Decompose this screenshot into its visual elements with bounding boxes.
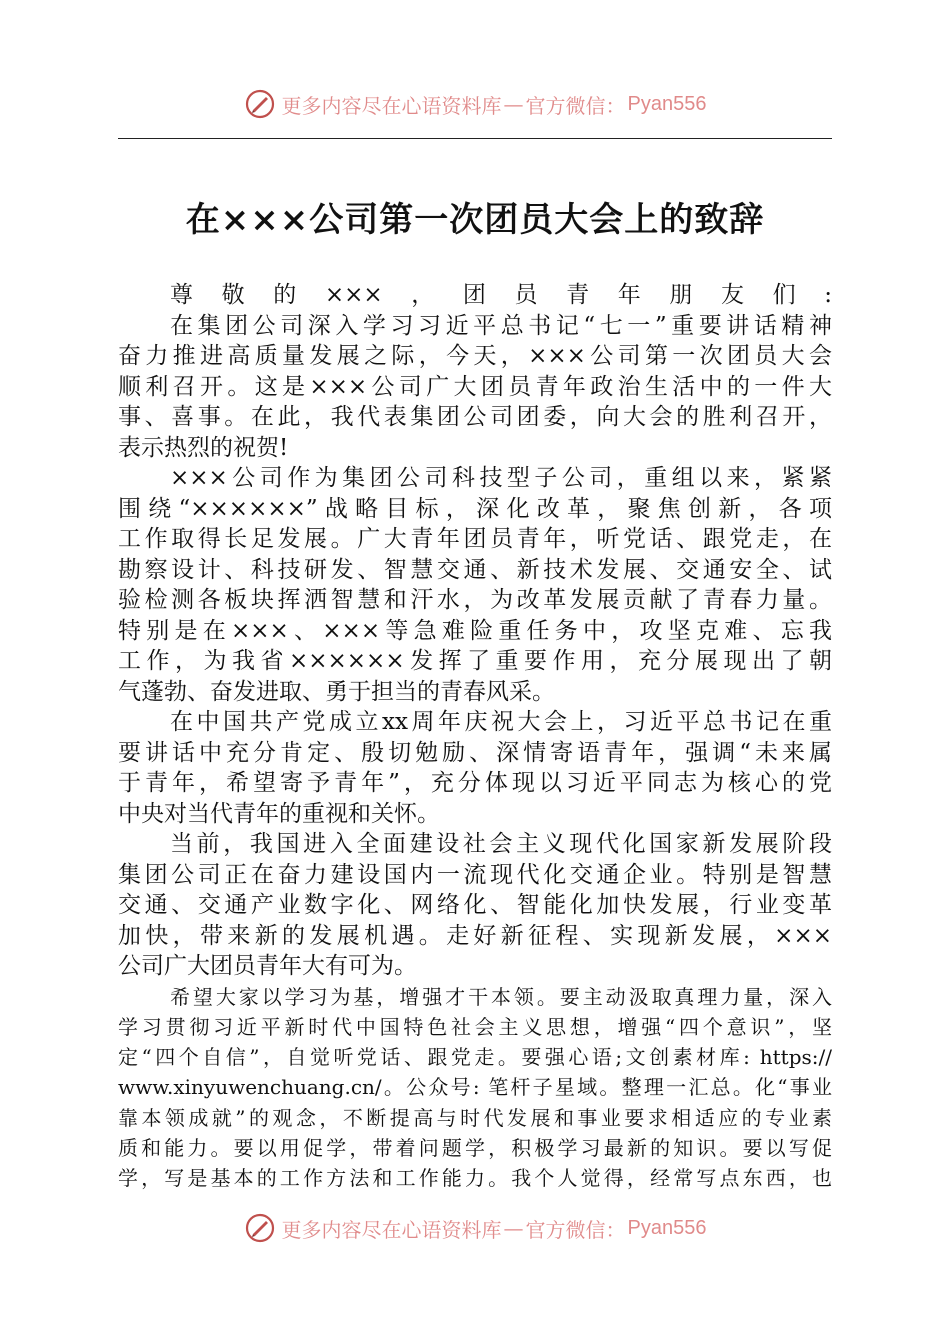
paragraph-line: 奋力推进高质量发展之际，今天，×××公司第一次团员大会 [118,343,832,369]
paragraph-line: 尊敬的×××，团员青年朋友们: [170,282,832,308]
paragraph-line: 交通、交通产业数字化、网络化、智能化加快发展，行业变革 [118,892,832,918]
paragraph-line: 定“四个自信”，自觉听党话、跟党走。要强心语;文创素材库: https:// [118,1045,832,1070]
watermark-wechat-id: Pyan556 [627,92,707,115]
paragraph-line: 气蓬勃、奋发进取、勇于担当的青春风采。 [118,678,555,705]
paragraph-line: 靠本领成就”的观念，不断提高与时代发展和事业要求相适应的专业素 [118,1105,832,1130]
watermark-separator: — [503,92,524,116]
paragraph-line: 质和能力。要以用促学，带着问题学，积极学习最新的知识。要以写促 [118,1135,832,1160]
paragraph-line: 工作取得长足发展。广大青年团员青年，听党话、跟党走，在 [118,526,832,552]
watermark-footer [0,1208,950,1248]
watermark-wechat-id: Pyan556 [627,1216,707,1239]
paragraph-line: 勘察设计、科技研发、智慧交通、新技术发展、交通安全、试 [118,556,832,583]
paragraph-line: 特别是在×××、×××等急难险重任务中，攻坚克难、忘我 [118,617,832,644]
paragraph-line: 学，写是基本的工作方法和工作能力。我个人觉得，经常写点东西，也 [118,1166,832,1191]
paragraph-line: 中央对当代青年的重视和关怀。 [118,800,440,827]
paragraph-line: www.xinyuwenchuang.cn/。公众号: 笔杆子星域。整理一汇总。化“事业 [118,1075,832,1100]
paragraph-line: 顺利召开。这是×××公司广大团员青年政治生活中的一件大 [118,373,832,400]
paragraph-line: 希望大家以学习为基，增强才干本领。要主动汲取真理力量，深入 [170,984,832,1009]
paragraph-line: 在中国共产党成立xx周年庆祝大会上，习近平总书记在重 [170,709,832,735]
header-divider [118,138,832,139]
brand-logo-icon [244,1212,276,1244]
paragraph-line: 公司广大团员青年大有可为。 [118,953,417,979]
paragraph-line: 当前，我国进入全面建设社会主义现代化国家新发展阶段 [170,831,832,857]
paragraph-line: 集团公司正在奋力建设国内一流现代化交通企业。特别是智慧 [118,861,832,888]
watermark-label: 官方微信： [525,1217,626,1242]
paragraph-line: 事、喜事。在此，我代表集团公司团委，向大会的胜利召开， [118,404,832,430]
document-body [118,280,832,1194]
paragraph-line: ×××公司作为集团公司科技型子公司，重组以来，紧紧 [170,465,832,491]
brand-logo-icon [244,88,276,120]
paragraph-line: 学习贯彻习近平新时代中国特色社会主义思想，增强“四个意识”，坚 [118,1014,832,1039]
paragraph-line: 表示热烈的祝贺! [118,434,289,461]
paragraph-line: 加快，带来新的发展机遇。走好新征程、实现新发展，××× [118,922,832,949]
paragraph-line: 围绕“××××××”战略目标，深化改革，聚焦创新，各项 [118,495,832,522]
paragraph-line: 在集团公司深入学习习近平总书记“七一”重要讲话精神 [170,312,832,339]
paragraph-line: 于青年，希望寄予青年”，充分体现以习近平同志为核心的党 [118,770,832,796]
watermark-text: 更多内容尽在心语资料库 [281,93,502,118]
watermark-header [0,84,950,124]
watermark-text: 更多内容尽在心语资料库 [281,1217,502,1242]
paragraph-line: 要讲话中充分肯定、殷切勉励、深情寄语青年，强调“未来属 [118,739,832,766]
paragraph-line: 工作，为我省××××××发挥了重要作用，充分展现出了朝 [118,648,832,674]
document-title: 在×××公司第一次团员大会上的致辞 [185,200,765,240]
paragraph-line: 验检测各板块挥洒智慧和汗水，为改革发展贡献了青春力量。 [118,587,832,613]
watermark-separator: — [503,1216,524,1240]
watermark-label: 官方微信： [525,93,626,118]
